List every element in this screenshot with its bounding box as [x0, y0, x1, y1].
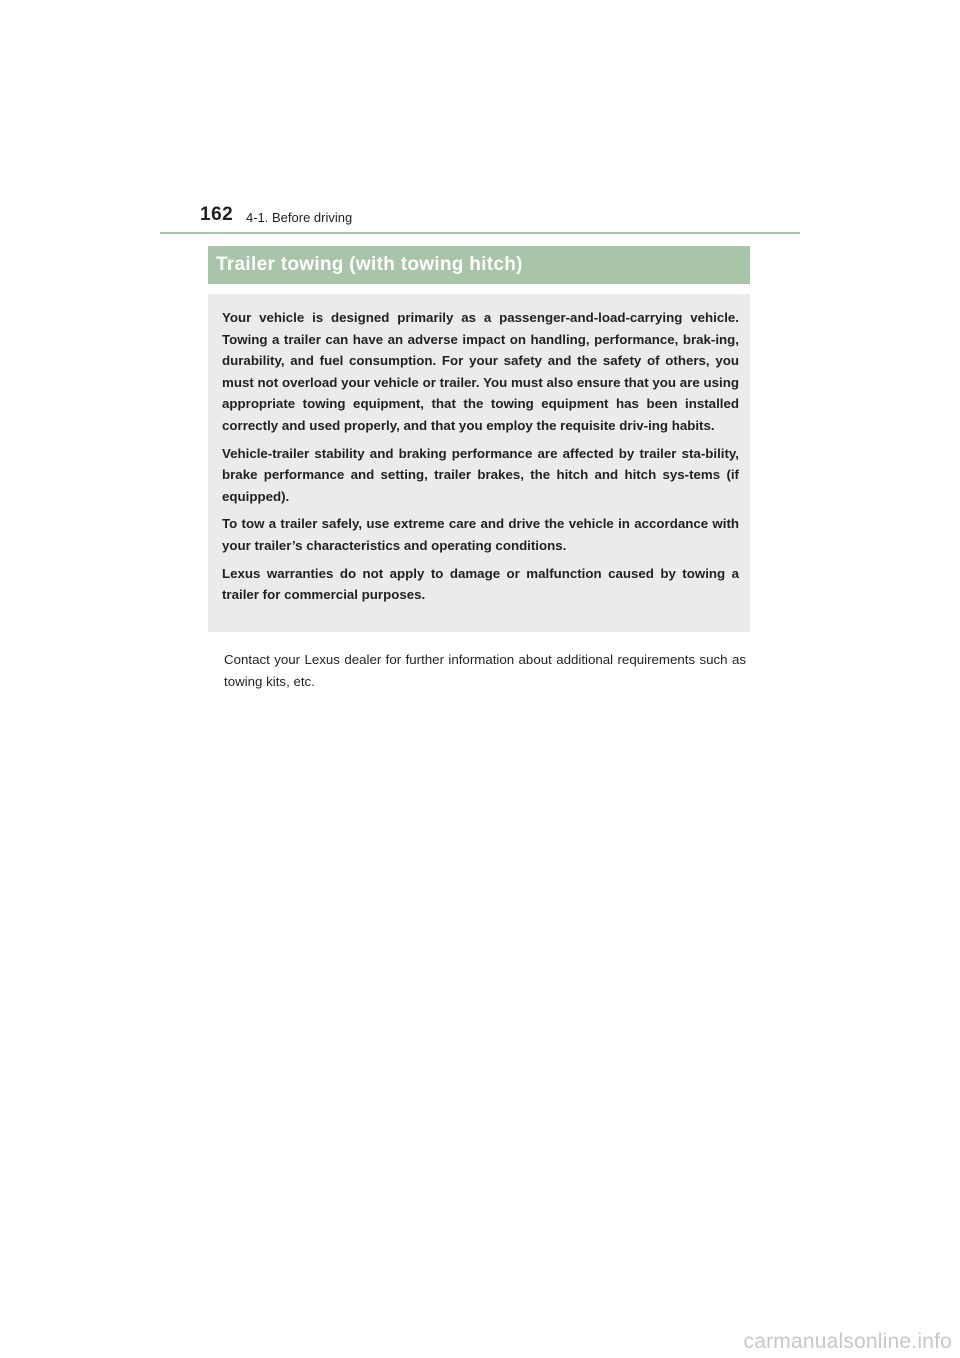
section-label: 4-1. Before driving [246, 210, 353, 225]
page-header [160, 200, 800, 234]
page-number: 162 [200, 204, 234, 225]
body-paragraph: Contact your Lexus dealer for further information about additional requirements such as towing kits, etc. [224, 652, 746, 689]
section-title: Trailer towing (with towing hitch) [216, 254, 523, 275]
header-divider [160, 232, 800, 234]
notice-paragraph: Lexus warranties do not apply to damage or malfunction caused by towing a trailer for commercial purposes. [222, 565, 739, 603]
notice-paragraph: To tow a trailer safely, use extreme care and drive the vehicle in accordance with your trailer’s characteristics and operating conditions. [222, 516, 739, 553]
notice-box [208, 294, 750, 632]
watermark: carmanualsonline.info [743, 1330, 952, 1353]
notice-paragraph: Your vehicle is designed primarily as a passenger-and-load-carrying vehicle. Towing a trailer can have an adverse impact on handling, performance, brak-ing, durability, and fuel consumption. For your safety and the safety of others, you must not overload your vehicle or trailer. You must also ensure that you are using appropriate towing equipment, that the towing equipment has been installed correctly and used properly, and that you employ the requisite driv-ing habits. [222, 310, 739, 433]
section-title-bar [208, 246, 750, 284]
notice-paragraph: Vehicle-trailer stability and braking performance are affected by trailer sta-bility, brake performance and setting, trailer brakes, the hitch and hitch sys-tems (if equipped). [222, 445, 739, 504]
